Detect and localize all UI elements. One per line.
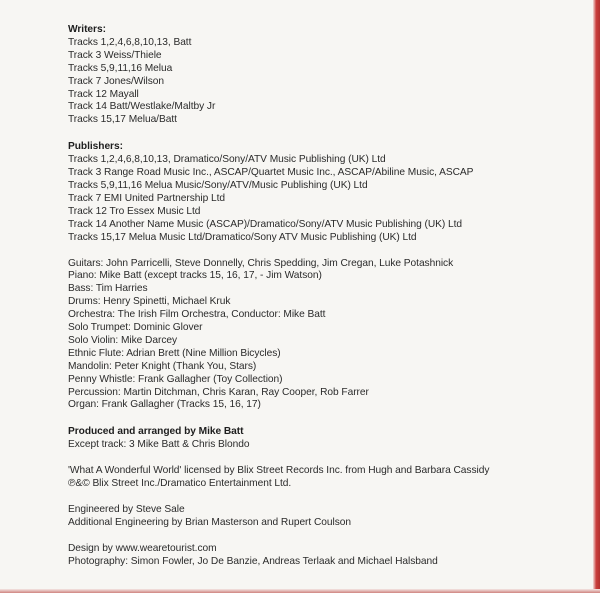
writers-line: Tracks 1,2,4,6,8,10,13, Batt bbox=[68, 36, 192, 48]
musician-credit: Solo Trumpet: Dominic Glover bbox=[68, 322, 203, 334]
musician-credit: Drums: Henry Spinetti, Michael Kruk bbox=[68, 296, 231, 308]
publishers-heading: Publishers: bbox=[68, 141, 123, 153]
production-heading: Produced and arranged by Mike Batt bbox=[68, 426, 244, 438]
engineering-line: Additional Engineering by Brian Masterson and Rupert Coulson bbox=[68, 516, 351, 528]
publishers-line: Track 7 EMI United Partnership Ltd bbox=[68, 192, 226, 204]
musician-credit: Solo Violin: Mike Darcey bbox=[68, 334, 178, 346]
musician-credit: Piano: Mike Batt (except tracks 15, 16, 17, - Jim Watson) bbox=[68, 270, 322, 282]
section-gap bbox=[68, 452, 568, 465]
writers-line: Tracks 15,17 Melua/Batt bbox=[68, 114, 177, 126]
license-line: 'What A Wonderful World' licensed by Blix Street Records Inc. from Hugh and Barbara Cassidy bbox=[68, 465, 490, 477]
musician-credit: Guitars: John Parricelli, Steve Donnelly, Chris Spedding, Jim Cregan, Luke Potashnick bbox=[68, 257, 454, 269]
musicians-section bbox=[68, 258, 568, 413]
writers-line: Tracks 5,9,11,16 Melua bbox=[68, 62, 173, 74]
engineering-line: Engineered by Steve Sale bbox=[68, 504, 185, 515]
section-gap bbox=[68, 127, 568, 141]
musician-credit: Organ: Frank Gallagher (Tracks 15, 16, 17) bbox=[68, 399, 261, 411]
publishers-line: Tracks 15,17 Melua Music Ltd/Dramatico/Sony ATV Music Publishing (UK) Ltd bbox=[68, 231, 417, 243]
section-gap bbox=[68, 491, 568, 504]
musician-credit: Percussion: Martin Ditchman, Chris Karan, Ray Cooper, Rob Farrer bbox=[68, 386, 369, 398]
production-section bbox=[68, 426, 568, 452]
writers-line: Track 7 Jones/Wilson bbox=[68, 75, 164, 87]
red-edge-bottom bbox=[0, 589, 600, 593]
section-gap bbox=[68, 245, 568, 258]
credits-block bbox=[68, 24, 568, 569]
section-gap bbox=[68, 412, 568, 426]
musician-credit: Ethnic Flute: Adrian Brett (Nine Million Bicycles) bbox=[68, 347, 281, 359]
writers-line: Track 12 Mayall bbox=[68, 88, 139, 100]
publishers-line: Track 3 Range Road Music Inc., ASCAP/Quartet Music Inc., ASCAP/Abiline Music, ASCAP bbox=[68, 167, 474, 179]
engineering-section bbox=[68, 504, 568, 530]
publishers-line: Track 14 Another Name Music (ASCAP)/Dramatico/Sony/ATV Music Publishing (UK) Ltd bbox=[68, 218, 463, 230]
musician-credit: Mandolin: Peter Knight (Thank You, Stars) bbox=[68, 360, 257, 372]
writers-line: Track 3 Weiss/Thiele bbox=[68, 49, 162, 61]
license-section bbox=[68, 465, 568, 491]
section-gap bbox=[68, 530, 568, 543]
design-line: Design by www.wearetourist.com bbox=[68, 542, 217, 554]
photography-line: Photography: Simon Fowler, Jo De Banzie, Andreas Terlaak and Michael Halsband bbox=[68, 555, 438, 567]
publishers-section bbox=[68, 141, 568, 244]
musician-credit: Bass: Tim Harries bbox=[68, 283, 148, 295]
publishers-line: Tracks 5,9,11,16 Melua Music/Sony/ATV/Music Publishing (UK) Ltd bbox=[68, 179, 368, 191]
writers-line: Track 14 Batt/Westlake/Maltby Jr bbox=[68, 101, 216, 113]
design-section bbox=[68, 543, 568, 569]
publishers-line: Tracks 1,2,4,6,8,10,13, Dramatico/Sony/ATV Music Publishing (UK) Ltd bbox=[68, 154, 386, 166]
production-line: Except track: 3 Mike Batt & Chris Blondo bbox=[68, 439, 250, 451]
musician-credit: Orchestra: The Irish Film Orchestra, Conductor: Mike Batt bbox=[68, 309, 326, 321]
publishers-line: Track 12 Tro Essex Music Ltd bbox=[68, 205, 201, 217]
musician-credit: Penny Whistle: Frank Gallagher (Toy Collection) bbox=[68, 373, 283, 385]
copyright-line: ℗&© Blix Street Inc./Dramatico Entertainment Ltd. bbox=[68, 478, 292, 490]
red-edge-right bbox=[593, 0, 600, 593]
writers-heading: Writers: bbox=[68, 24, 106, 35]
writers-section bbox=[68, 24, 568, 127]
